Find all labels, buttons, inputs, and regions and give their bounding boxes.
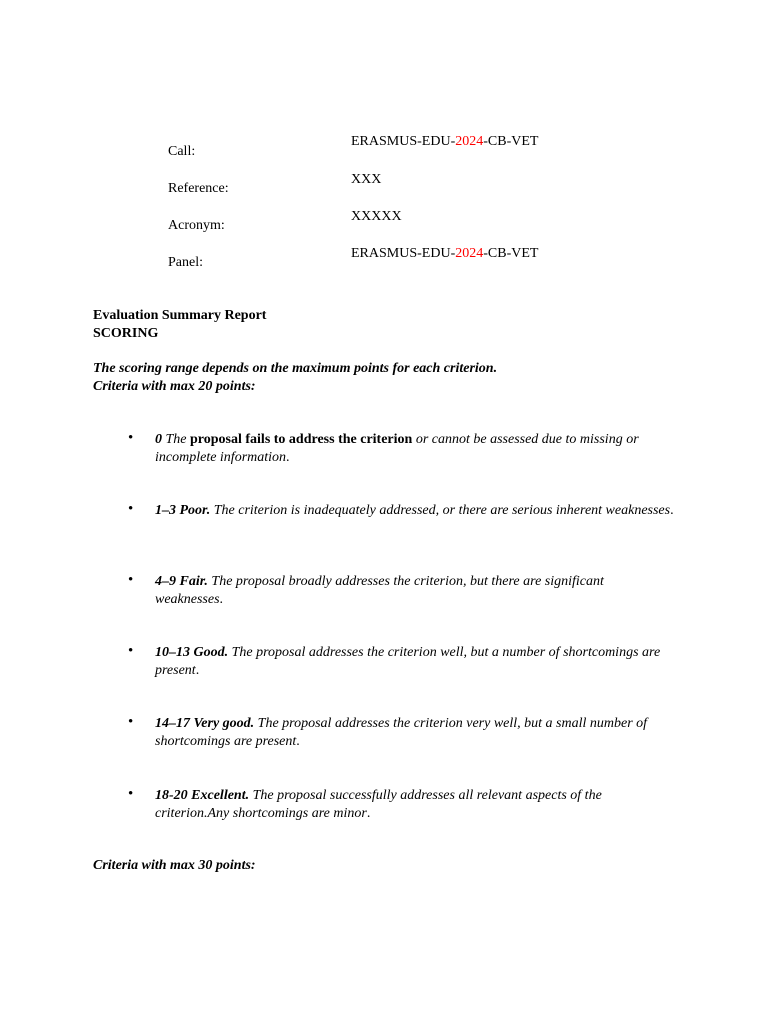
- meta-row-panel: [0, 245, 768, 269]
- score-description: 1–3 Poor. The criterion is inadequately addressed, or there are serious inherent weaknesses.: [155, 503, 674, 518]
- bullet-icon: •: [128, 714, 134, 730]
- panel-year: 2024: [455, 246, 484, 261]
- meta-row-call: [0, 133, 768, 157]
- bullet-icon: •: [128, 430, 134, 446]
- meta-row-reference: [0, 171, 768, 195]
- score-description: 14–17 Very good. The proposal addresses the criterion very well, but a small number of shortcomings are present.: [155, 716, 648, 749]
- score-description: 0 The proposal fails to address the criterion or cannot be assessed due to missing or incomplete information.: [155, 432, 639, 465]
- panel-value: ERASMUS-EDU-2024-CB-VET: [351, 246, 539, 261]
- score-description: 18-20 Excellent. The proposal successfully addresses all relevant aspects of the criterion.Any shortcomings are minor.: [155, 788, 602, 821]
- bullet-icon: •: [128, 786, 134, 802]
- score-description: 10–13 Good. The proposal addresses the criterion well, but a number of shortcomings are present.: [155, 645, 661, 678]
- reference-value: XXX: [351, 172, 382, 187]
- call-year: 2024: [455, 134, 484, 149]
- meta-row-acronym: [0, 208, 768, 232]
- criteria-20-heading: Criteria with max 20 points:: [93, 379, 256, 394]
- bullet-icon: •: [128, 501, 134, 517]
- acronym-value: XXXXX: [351, 209, 402, 224]
- report-title: Evaluation Summary Report: [93, 308, 267, 323]
- panel-label: Panel:: [168, 255, 203, 270]
- bullet-icon: •: [128, 572, 134, 588]
- score-description: 4–9 Fair. The proposal broadly addresses the criterion, but there are significant weaknesses.: [155, 574, 604, 607]
- call-label: Call:: [168, 144, 196, 159]
- scoring-intro: The scoring range depends on the maximum points for each criterion.: [93, 361, 498, 376]
- acronym-label: Acronym:: [168, 218, 225, 233]
- report-subtitle: SCORING: [93, 326, 159, 341]
- bullet-icon: •: [128, 643, 134, 659]
- criteria-30-heading: Criteria with max 30 points:: [93, 858, 256, 873]
- reference-label: Reference:: [168, 181, 229, 196]
- call-value: ERASMUS-EDU-2024-CB-VET: [351, 134, 539, 149]
